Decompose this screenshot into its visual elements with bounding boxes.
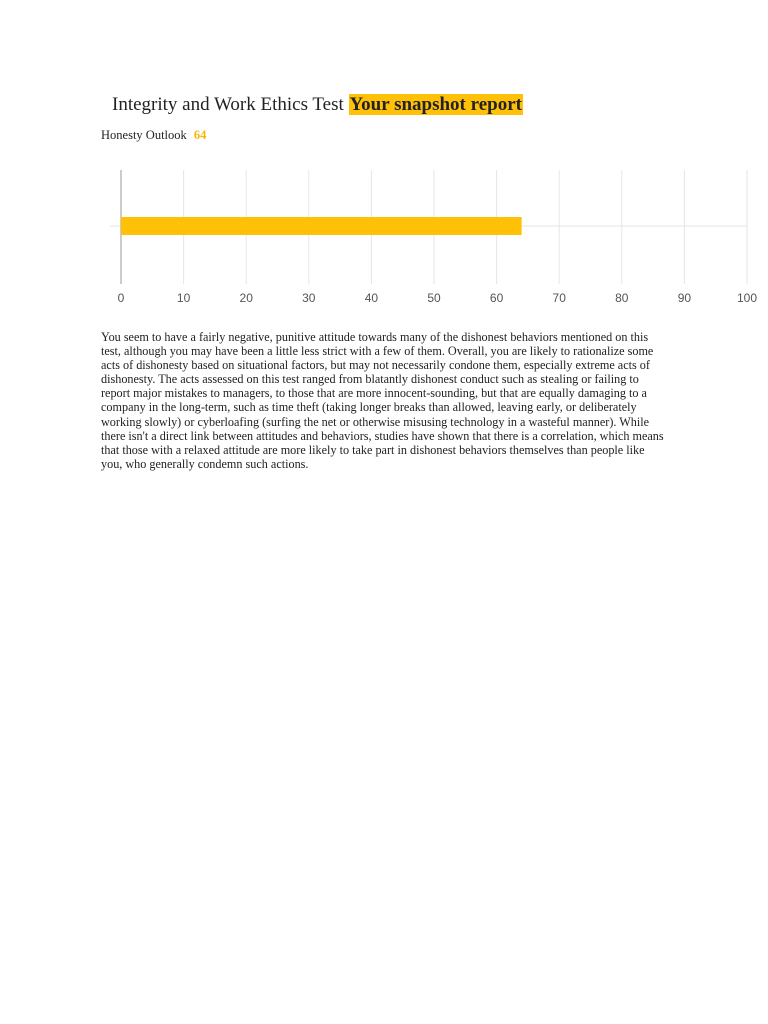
scale-label: Honesty Outlook xyxy=(101,128,187,142)
x-tick-label: 10 xyxy=(176,291,191,305)
report-description: You seem to have a fairly negative, punitive attitude towards many of the dishonest behaviors mentioned on this test, although you may have been a little less strict with a few of them. Overall, you are likely to rationalize some acts of dishonesty based on situational factors, but may not necessarily condone them, especially extreme acts of dishonesty. The acts assessed on this test ranged from blatantly dishonest conduct such as stealing or failing to report major mistakes to managers, to those that are more innocent-sounding, but that are equally damaging to a company in the long-term, such as time theft (taking longer breaks than allowed, leaving early, or deliberately working slowly) or cyberloafing (surfing the net or otherwise misusing technology in a wasteful manner). While there isn't a direct link between attitudes and behaviors, studies have shown that there is a correlation, which means that those with a relaxed attitude are more likely to take part in dishonest behaviors themselves than people like you, who generally condemn such actions. xyxy=(101,330,664,471)
score-bar xyxy=(121,217,522,235)
x-tick-label: 100 xyxy=(736,291,758,305)
x-tick-label: 60 xyxy=(489,291,504,305)
x-tick-label: 90 xyxy=(677,291,692,305)
x-tick-label: 0 xyxy=(117,291,125,305)
x-tick-label: 40 xyxy=(364,291,379,305)
x-tick-label: 50 xyxy=(427,291,441,305)
x-tick-label: 20 xyxy=(239,291,253,305)
title-main: Integrity and Work Ethics Test xyxy=(112,94,344,115)
scale-heading xyxy=(101,127,206,143)
scale-score: 64 xyxy=(193,128,207,142)
x-tick-label: 80 xyxy=(615,291,629,305)
x-tick-label: 30 xyxy=(302,291,316,305)
title-highlight: Your snapshot report xyxy=(349,94,522,115)
x-tick-label: 70 xyxy=(552,291,566,305)
score-bar-chart xyxy=(100,162,760,310)
report-title xyxy=(112,92,523,118)
